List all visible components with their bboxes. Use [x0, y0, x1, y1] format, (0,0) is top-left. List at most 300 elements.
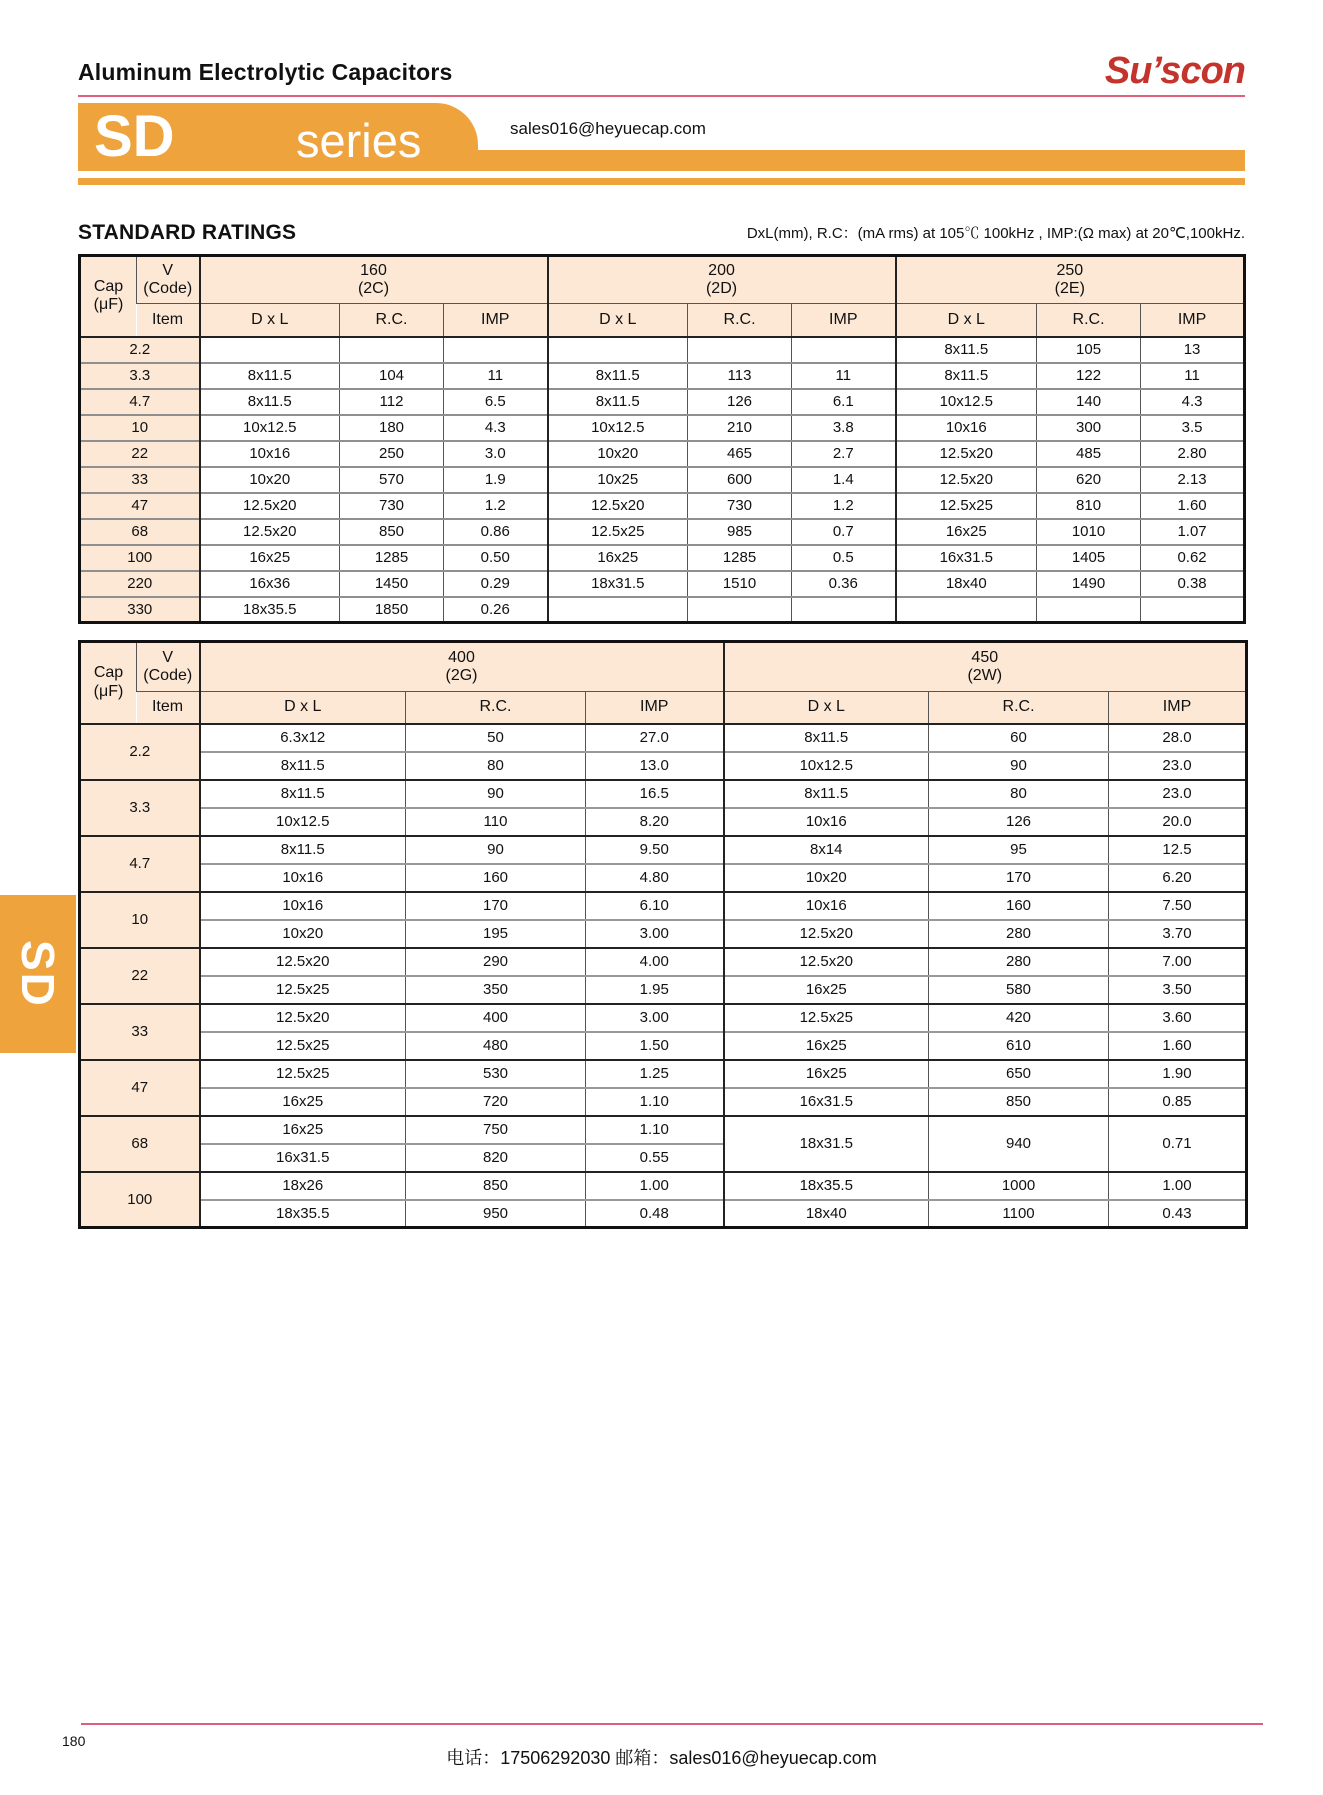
rating-cell: 6.5	[444, 389, 548, 415]
table-row	[80, 1004, 1247, 1032]
section-divider	[78, 178, 1245, 185]
voltage-group-250	[896, 256, 1245, 304]
rating-cell: 4.3	[444, 415, 548, 441]
rating-cell: 250	[340, 441, 444, 467]
brand-logo: Su’scon	[1104, 50, 1245, 92]
rating-cell: 10x16	[200, 892, 406, 920]
rating-cell: 18x31.5	[548, 571, 688, 597]
rating-cell: 16x25	[724, 1032, 929, 1060]
rating-cell: 10x12.5	[200, 808, 406, 836]
rating-cell: 10x20	[724, 864, 929, 892]
rating-cell: 2.13	[1141, 467, 1245, 493]
rating-cell: 1.50	[586, 1032, 724, 1060]
rating-cell: 720	[406, 1088, 586, 1116]
cap-unit-label: (μF)	[93, 682, 124, 700]
rating-cell: 50	[406, 724, 586, 752]
rating-cell: 1.07	[1141, 519, 1245, 545]
rating-cell: 1.60	[1141, 493, 1245, 519]
rating-cell: 570	[340, 467, 444, 493]
rc-header: R.C.	[688, 304, 792, 337]
table-row	[80, 415, 1245, 441]
rating-cell: 0.85	[1109, 1088, 1247, 1116]
rating-cell: 12.5x20	[200, 493, 340, 519]
rating-cell: 160	[406, 864, 586, 892]
rating-cell: 10x20	[200, 920, 406, 948]
dxl-header: D x L	[724, 692, 929, 724]
rating-cell: 0.7	[792, 519, 896, 545]
series-label: series	[296, 114, 422, 167]
rating-cell: 12.5x20	[548, 493, 688, 519]
rating-cell: 1490	[1037, 571, 1141, 597]
rating-cell: 80	[406, 752, 586, 780]
cap-value: 68	[80, 1116, 200, 1172]
rating-cell: 8x11.5	[200, 780, 406, 808]
rating-cell: 0.38	[1141, 571, 1245, 597]
rating-cell: 95	[929, 836, 1109, 864]
rating-cell: 1850	[340, 597, 444, 623]
rating-cell: 12.5x20	[724, 948, 929, 976]
table-row	[80, 519, 1245, 545]
rating-cell: 10x16	[724, 808, 929, 836]
rating-cell: 1285	[340, 545, 444, 571]
rating-cell	[1141, 597, 1245, 623]
ratings-conditions: DxL(mm), R.C：(mA rms) at 105℃ 100kHz , IMP:(Ω max) at 20℃,100kHz.	[746, 225, 1245, 242]
rating-cell: 420	[929, 1004, 1109, 1032]
rating-cell: 10x12.5	[724, 752, 929, 780]
table-row	[80, 948, 1247, 976]
rating-cell: 0.5	[792, 545, 896, 571]
v-label: V	[162, 261, 174, 279]
rating-cell: 8x11.5	[200, 752, 406, 780]
imp-header: IMP	[1109, 692, 1247, 724]
dxl-header: D x L	[200, 692, 406, 724]
series-side-tab-label: SD	[12, 940, 64, 1008]
rating-cell: 23.0	[1109, 780, 1247, 808]
table-row	[80, 1060, 1247, 1088]
rating-cell: 810	[1037, 493, 1141, 519]
cap-value: 100	[80, 1172, 200, 1228]
rating-cell: 290	[406, 948, 586, 976]
rating-cell: 650	[929, 1060, 1109, 1088]
rating-cell: 1.10	[586, 1116, 724, 1144]
series-banner	[78, 103, 1245, 171]
rating-cell: 10x20	[548, 441, 688, 467]
table-row	[80, 441, 1245, 467]
rating-cell: 8x14	[724, 836, 929, 864]
rating-cell: 8x11.5	[896, 337, 1037, 363]
v-label: V	[162, 648, 174, 666]
rating-cell: 140	[1037, 389, 1141, 415]
voltage-value: 160	[360, 261, 387, 279]
rating-cell: 4.3	[1141, 389, 1245, 415]
rating-cell: 3.8	[792, 415, 896, 441]
rating-cell: 18x40	[896, 571, 1037, 597]
rating-cell	[792, 337, 896, 363]
rating-cell: 400	[406, 1004, 586, 1032]
rating-cell: 950	[406, 1200, 586, 1228]
rating-cell: 18x26	[200, 1172, 406, 1200]
rating-cell: 1100	[929, 1200, 1109, 1228]
rating-cell: 10x12.5	[200, 415, 340, 441]
table-row	[80, 920, 1247, 948]
cap-unit-label: (μF)	[93, 296, 124, 314]
rating-cell: 8x11.5	[724, 724, 929, 752]
rating-cell: 16x25	[724, 1060, 929, 1088]
rating-cell: 10x12.5	[896, 389, 1037, 415]
rating-cell: 610	[929, 1032, 1109, 1060]
rating-cell: 2.80	[1141, 441, 1245, 467]
rating-cell: 90	[406, 780, 586, 808]
dxl-header: D x L	[548, 304, 688, 337]
rating-cell: 12.5x25	[200, 1032, 406, 1060]
rating-cell: 104	[340, 363, 444, 389]
item-header: Item	[137, 692, 200, 724]
table-row	[80, 493, 1245, 519]
rating-cell: 0.55	[586, 1144, 724, 1172]
rating-cell: 12.5x25	[896, 493, 1037, 519]
imp-header: IMP	[444, 304, 548, 337]
rating-cell: 60	[929, 724, 1109, 752]
series-side-tab	[0, 895, 76, 1053]
rating-cell: 10x16	[724, 892, 929, 920]
rating-cell: 110	[406, 808, 586, 836]
rating-cell: 1.9	[444, 467, 548, 493]
rating-cell: 113	[688, 363, 792, 389]
page-header	[78, 40, 1245, 90]
rating-cell: 18x35.5	[200, 1200, 406, 1228]
rating-cell	[688, 337, 792, 363]
voltage-group-200	[548, 256, 896, 304]
rating-cell: 10x25	[548, 467, 688, 493]
rating-cell: 280	[929, 920, 1109, 948]
rating-cell: 18x40	[724, 1200, 929, 1228]
rating-cell: 160	[929, 892, 1109, 920]
rating-cell: 3.70	[1109, 920, 1247, 948]
rating-cell: 16x25	[548, 545, 688, 571]
cap-column-header	[80, 642, 137, 724]
cap-value: 220	[80, 571, 200, 597]
header-divider	[78, 95, 1245, 97]
rating-cell: 170	[406, 892, 586, 920]
cap-value: 47	[80, 493, 200, 519]
rating-cell: 620	[1037, 467, 1141, 493]
rating-cell: 1010	[1037, 519, 1141, 545]
rating-cell: 13	[1141, 337, 1245, 363]
dxl-header: D x L	[200, 304, 340, 337]
rating-cell: 18x35.5	[200, 597, 340, 623]
rating-cell: 940	[929, 1116, 1109, 1172]
rating-cell: 530	[406, 1060, 586, 1088]
rating-cell: 12.5	[1109, 836, 1247, 864]
ratings-table-400-450	[78, 640, 1248, 1229]
rating-cell	[792, 597, 896, 623]
page-content	[78, 0, 1245, 1229]
rating-cell: 12.5x25	[200, 1060, 406, 1088]
rating-cell: 11	[1141, 363, 1245, 389]
cap-value: 47	[80, 1060, 200, 1116]
rating-cell: 10x16	[200, 441, 340, 467]
rating-cell: 11	[792, 363, 896, 389]
rating-cell: 850	[340, 519, 444, 545]
cap-value: 2.2	[80, 337, 200, 363]
cap-value: 2.2	[80, 724, 200, 780]
rating-cell: 985	[688, 519, 792, 545]
rating-cell: 112	[340, 389, 444, 415]
rating-cell: 820	[406, 1144, 586, 1172]
rating-cell: 90	[406, 836, 586, 864]
voltage-code-header	[137, 256, 200, 304]
rating-cell: 12.5x20	[200, 948, 406, 976]
rating-cell: 1450	[340, 571, 444, 597]
rating-cell: 2.7	[792, 441, 896, 467]
table-row	[80, 545, 1245, 571]
cap-value: 100	[80, 545, 200, 571]
rating-cell: 16x25	[896, 519, 1037, 545]
rating-cell	[340, 337, 444, 363]
cap-value: 330	[80, 597, 200, 623]
rating-cell: 8x11.5	[548, 363, 688, 389]
rating-cell: 28.0	[1109, 724, 1247, 752]
rc-header: R.C.	[340, 304, 444, 337]
table-row	[80, 808, 1247, 836]
rating-cell: 1.2	[444, 493, 548, 519]
table-row	[80, 1116, 1247, 1144]
cap-column-header	[80, 256, 137, 337]
rating-cell: 8x11.5	[200, 389, 340, 415]
rating-cell: 170	[929, 864, 1109, 892]
code-label: (Code)	[143, 667, 193, 684]
rating-cell: 1.4	[792, 467, 896, 493]
rating-cell: 16x31.5	[896, 545, 1037, 571]
rating-cell: 16x25	[200, 1116, 406, 1144]
rating-cell	[896, 597, 1037, 623]
rating-cell: 1.2	[792, 493, 896, 519]
cap-value: 4.7	[80, 389, 200, 415]
rating-cell: 600	[688, 467, 792, 493]
table-row	[80, 976, 1247, 1004]
rating-cell: 8x11.5	[200, 836, 406, 864]
rating-cell: 8.20	[586, 808, 724, 836]
rating-cell: 12.5x25	[548, 519, 688, 545]
rating-cell: 126	[929, 808, 1109, 836]
rating-cell: 0.62	[1141, 545, 1245, 571]
rating-cell: 16.5	[586, 780, 724, 808]
rating-cell: 10x16	[200, 864, 406, 892]
page-number: 180	[62, 1733, 86, 1749]
voltage-code: (2E)	[1054, 280, 1085, 297]
table-row	[80, 836, 1247, 864]
rating-cell: 300	[1037, 415, 1141, 441]
rating-cell: 10x12.5	[548, 415, 688, 441]
rating-cell: 730	[340, 493, 444, 519]
item-header: Item	[137, 304, 200, 337]
rating-cell	[1037, 597, 1141, 623]
cap-value: 22	[80, 948, 200, 1004]
table-row	[80, 467, 1245, 493]
cap-value: 33	[80, 1004, 200, 1060]
table-row	[80, 389, 1245, 415]
rating-cell: 12.5x25	[200, 976, 406, 1004]
rating-cell: 126	[688, 389, 792, 415]
rating-cell: 8x11.5	[548, 389, 688, 415]
rating-cell: 6.20	[1109, 864, 1247, 892]
rating-cell: 13.0	[586, 752, 724, 780]
rating-cell: 350	[406, 976, 586, 1004]
rating-cell	[200, 337, 340, 363]
rating-cell: 3.00	[586, 1004, 724, 1032]
contact-email: sales016@heyuecap.com	[510, 119, 706, 138]
rating-cell: 6.1	[792, 389, 896, 415]
rating-cell: 23.0	[1109, 752, 1247, 780]
cap-label: Cap	[93, 664, 124, 682]
rating-cell: 16x25	[724, 976, 929, 1004]
series-code: SD	[94, 104, 175, 169]
rating-cell	[548, 337, 688, 363]
voltage-code-header	[137, 642, 200, 692]
footer-contact: 电话：17506292030 邮箱：sales016@heyuecap.com	[446, 1748, 877, 1768]
rating-cell: 3.50	[1109, 976, 1247, 1004]
table-row	[80, 337, 1245, 363]
cap-value: 10	[80, 415, 200, 441]
rating-cell: 850	[406, 1172, 586, 1200]
rating-cell: 20.0	[1109, 808, 1247, 836]
rating-cell: 8x11.5	[724, 780, 929, 808]
rating-cell: 9.50	[586, 836, 724, 864]
rating-cell: 0.50	[444, 545, 548, 571]
rating-cell: 180	[340, 415, 444, 441]
imp-header: IMP	[792, 304, 896, 337]
cap-value: 10	[80, 892, 200, 948]
cap-value: 3.3	[80, 780, 200, 836]
voltage-group-160	[200, 256, 548, 304]
table-row	[80, 1032, 1247, 1060]
imp-header: IMP	[1141, 304, 1245, 337]
voltage-code: (2G)	[445, 667, 478, 684]
dxl-header: D x L	[896, 304, 1037, 337]
rating-cell	[688, 597, 792, 623]
document-title: Aluminum Electrolytic Capacitors	[78, 59, 453, 85]
ratings-table-160-250	[78, 254, 1246, 624]
rating-cell: 18x31.5	[724, 1116, 929, 1172]
cap-value: 33	[80, 467, 200, 493]
rating-cell: 1405	[1037, 545, 1141, 571]
rating-cell: 280	[929, 948, 1109, 976]
rating-cell	[548, 597, 688, 623]
rating-cell: 122	[1037, 363, 1141, 389]
table-row	[80, 752, 1247, 780]
ratings-heading: STANDARD RATINGS	[78, 221, 297, 244]
rating-cell	[444, 337, 548, 363]
rating-cell: 3.00	[586, 920, 724, 948]
rating-cell: 12.5x20	[896, 441, 1037, 467]
rating-cell: 0.26	[444, 597, 548, 623]
rating-cell: 12.5x20	[200, 519, 340, 545]
rating-cell: 1.95	[586, 976, 724, 1004]
rating-cell: 4.80	[586, 864, 724, 892]
rating-cell: 1.90	[1109, 1060, 1247, 1088]
rating-cell: 8x11.5	[896, 363, 1037, 389]
rating-cell: 16x31.5	[724, 1088, 929, 1116]
footer-divider	[81, 1723, 1263, 1725]
voltage-code: (2D)	[705, 280, 738, 297]
table-row	[80, 892, 1247, 920]
rating-cell: 90	[929, 752, 1109, 780]
rating-cell: 850	[929, 1088, 1109, 1116]
rating-cell: 580	[929, 976, 1109, 1004]
rating-cell: 12.5x25	[724, 1004, 929, 1032]
table-row	[80, 1200, 1247, 1228]
ratings-heading-row	[78, 221, 1245, 245]
cap-value: 22	[80, 441, 200, 467]
rating-cell: 195	[406, 920, 586, 948]
rating-cell: 6.10	[586, 892, 724, 920]
rating-cell: 1.60	[1109, 1032, 1247, 1060]
rating-cell: 16x31.5	[200, 1144, 406, 1172]
rating-cell: 12.5x20	[200, 1004, 406, 1032]
table-row	[80, 363, 1245, 389]
rc-header: R.C.	[406, 692, 586, 724]
rating-cell: 1.00	[586, 1172, 724, 1200]
rating-cell: 12.5x20	[724, 920, 929, 948]
rating-cell: 10x20	[200, 467, 340, 493]
rating-cell: 7.50	[1109, 892, 1247, 920]
voltage-group-400	[200, 642, 724, 692]
code-label: (Code)	[143, 280, 193, 297]
cap-value: 3.3	[80, 363, 200, 389]
rating-cell: 1.10	[586, 1088, 724, 1116]
rating-cell: 3.5	[1141, 415, 1245, 441]
rating-cell: 750	[406, 1116, 586, 1144]
series-banner-strip	[458, 150, 1245, 171]
rating-cell: 210	[688, 415, 792, 441]
rating-cell: 465	[688, 441, 792, 467]
rating-cell: 480	[406, 1032, 586, 1060]
rating-cell: 6.3x12	[200, 724, 406, 752]
voltage-value: 200	[708, 261, 735, 279]
rating-cell: 3.0	[444, 441, 548, 467]
table-row	[80, 1172, 1247, 1200]
rating-cell: 0.29	[444, 571, 548, 597]
rating-cell: 7.00	[1109, 948, 1247, 976]
voltage-code: (2C)	[357, 280, 390, 297]
rating-cell: 485	[1037, 441, 1141, 467]
rating-cell: 1.25	[586, 1060, 724, 1088]
cap-label: Cap	[93, 277, 124, 295]
rating-cell: 80	[929, 780, 1109, 808]
rating-cell: 8x11.5	[200, 363, 340, 389]
table-row	[80, 597, 1245, 623]
rating-cell: 4.00	[586, 948, 724, 976]
voltage-value: 250	[1056, 261, 1084, 279]
cap-value: 4.7	[80, 836, 200, 892]
table-row	[80, 571, 1245, 597]
table-row	[80, 780, 1247, 808]
rating-cell: 0.43	[1109, 1200, 1247, 1228]
voltage-value: 400	[448, 648, 475, 666]
table-row	[80, 724, 1247, 752]
rating-cell: 3.60	[1109, 1004, 1247, 1032]
rating-cell: 0.86	[444, 519, 548, 545]
rating-cell: 0.71	[1109, 1116, 1247, 1172]
voltage-group-450	[724, 642, 1247, 692]
rc-header: R.C.	[929, 692, 1109, 724]
rating-cell: 1510	[688, 571, 792, 597]
rating-cell: 730	[688, 493, 792, 519]
cap-value: 68	[80, 519, 200, 545]
table-row	[80, 864, 1247, 892]
rating-cell: 16x25	[200, 1088, 406, 1116]
rating-cell: 105	[1037, 337, 1141, 363]
